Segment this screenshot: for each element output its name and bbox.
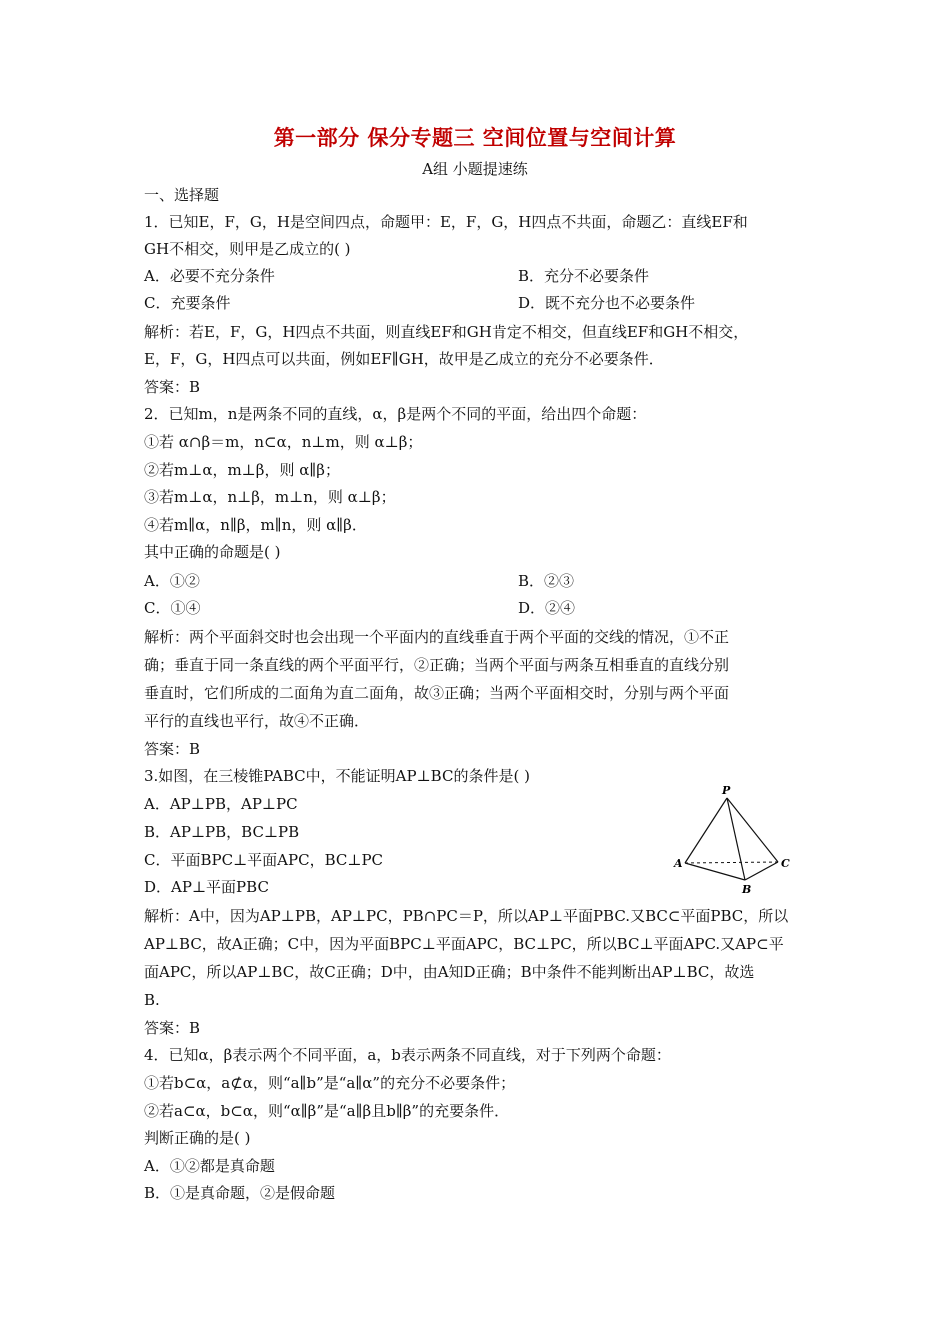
q4-proposition-2: ②若a⊂α，b⊂α，则“α∥β”是“a∥β且b∥β”的充要条件． bbox=[144, 1102, 510, 1120]
q1-option-a: A．必要不充分条件 bbox=[144, 267, 275, 285]
q3-option-a: A．AP⊥PB，AP⊥PC bbox=[144, 795, 298, 813]
q3-analysis-cont-2: 面APC，所以AP⊥BC，故C正确；D中，由A知D正确；B中条件不能判断出AP⊥BC，故选 bbox=[144, 963, 755, 981]
q2-proposition-3: ③若m⊥α，n⊥β，m⊥n，则 α⊥β； bbox=[144, 488, 396, 506]
vertex-label-b: B bbox=[742, 883, 752, 896]
q1-option-c: C．充要条件 bbox=[144, 294, 231, 312]
q2-option-c: C．①④ bbox=[144, 599, 201, 617]
q2-answer: 答案：B bbox=[144, 740, 201, 758]
q2-proposition-2: ②若m⊥α，m⊥β，则 α∥β； bbox=[144, 461, 340, 479]
section-heading: 一、选择题 bbox=[144, 186, 220, 204]
q2-option-b: B．②③ bbox=[518, 572, 575, 590]
q4-proposition-1: ①若b⊂α，a⊄α，则“a∥b”是“a∥α”的充分不必要条件； bbox=[144, 1074, 516, 1092]
q3-analysis-cont-3: B. bbox=[144, 991, 160, 1009]
vertex-label-p: P bbox=[722, 784, 731, 797]
q1-option-d: D．既不充分也不必要条件 bbox=[518, 294, 696, 312]
question-2-stem: 2．已知m，n是两条不同的直线，α，β是两个不同的平面，给出四个命题： bbox=[144, 405, 647, 423]
q2-analysis-cont-2: 垂直时，它们所成的二面角为直二面角，故③正确；当两个平面相交时，分别与两个平面 bbox=[144, 684, 730, 702]
q3-analysis: 解析：A中，因为AP⊥PB，AP⊥PC，PB∩PC＝P，所以AP⊥平面PBC.又BC⊂平面PBC，所以 bbox=[144, 907, 789, 925]
q2-proposition-4: ④若m∥α，n∥β，m∥n，则 α∥β． bbox=[144, 516, 367, 534]
tetrahedron-figure bbox=[670, 784, 800, 899]
q3-answer: 答案：B bbox=[144, 1019, 201, 1037]
q3-option-b: B．AP⊥PB，BC⊥PB bbox=[144, 823, 300, 841]
q2-analysis-cont-3: 平行的直线也平行，故④不正确． bbox=[144, 712, 370, 730]
q1-analysis: 解析：若E，F，G，H四点不共面，则直线EF和GH肯定不相交，但直线EF和GH不相交， bbox=[144, 323, 749, 341]
section-subtitle: A组 小题提速练 bbox=[422, 160, 528, 178]
q2-option-d: D．②④ bbox=[518, 599, 576, 617]
q2-analysis-cont-1: 确；垂直于同一条直线的两个平面平行，②正确；当两个平面与两条互相垂直的直线分别 bbox=[144, 656, 730, 674]
q1-answer: 答案：B bbox=[144, 378, 201, 396]
q2-question: 其中正确的命题是( ) bbox=[144, 543, 281, 561]
question-1-stem: 1．已知E，F，G，H是空间四点，命题甲：E，F，G，H四点不共面，命题乙：直线EF和 bbox=[144, 213, 748, 231]
page-title: 第一部分 保分专题三 空间位置与空间计算 bbox=[273, 126, 677, 150]
q2-proposition-1: ①若 α∩β＝m，n⊂α，n⊥m，则 α⊥β； bbox=[144, 433, 423, 451]
q4-question: 判断正确的是( ) bbox=[144, 1129, 251, 1147]
q3-option-c: C．平面BPC⊥平面APC，BC⊥PC bbox=[144, 851, 384, 869]
vertex-label-c: C bbox=[781, 857, 790, 870]
q2-option-a: A．①② bbox=[144, 572, 200, 590]
q4-option-b: B．①是真命题，②是假命题 bbox=[144, 1184, 336, 1202]
q3-option-d: D．AP⊥平面PBC bbox=[144, 878, 269, 896]
q1-analysis-cont: E，F，G，H四点可以共面，例如EF∥GH，故甲是乙成立的充分不必要条件． bbox=[144, 350, 664, 368]
q1-option-b: B．充分不必要条件 bbox=[518, 267, 650, 285]
vertex-label-a: A bbox=[674, 857, 683, 870]
q2-analysis: 解析：两个平面斜交时也会出现一个平面内的直线垂直于两个平面的交线的情况，①不正 bbox=[144, 628, 730, 646]
question-3-stem: 3.如图，在三棱锥PABC中，不能证明AP⊥BC的条件是( ) bbox=[144, 767, 530, 785]
q4-option-a: A．①②都是真命题 bbox=[144, 1157, 275, 1175]
question-4-stem: 4．已知α，β表示两个不同平面，a，b表示两条不同直线，对于下列两个命题： bbox=[144, 1046, 671, 1064]
question-1-stem-cont: GH不相交，则甲是乙成立的( ) bbox=[144, 240, 351, 258]
q3-analysis-cont-1: AP⊥BC，故A正确；C中，因为平面BPC⊥平面APC，BC⊥PC，所以BC⊥平面APC.又AP⊂平 bbox=[144, 935, 784, 953]
